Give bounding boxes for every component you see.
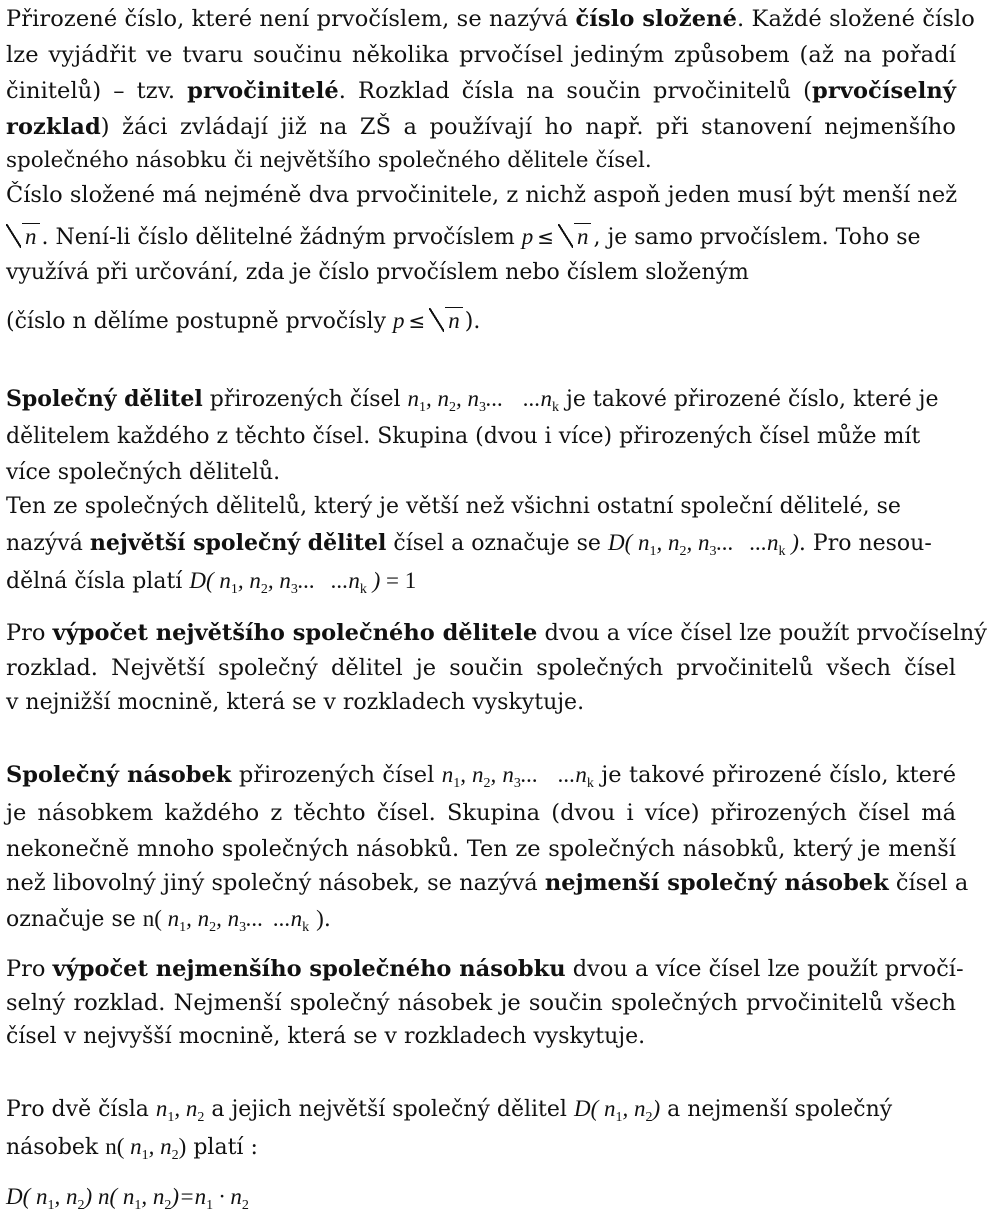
text: je takové přirozené číslo, které [593, 762, 957, 788]
p2-line-2 [6, 222, 921, 253]
p1-line-5: společného násobku či největšího společného dělitele čísel. [6, 148, 652, 173]
p1-line-2: lze vyjádřit ve tvaru součinu několika prvočísel jediným způsobem (až na pořadí [6, 42, 956, 68]
text: čísel a označuje se [386, 531, 608, 556]
term-nejmensi-spolecny-nasobek: nejmenší společný násobek [544, 870, 889, 896]
text: . Rozklad čísla na součin prvočinitelů ( [338, 78, 813, 104]
term-vypocet-nsd: výpočet největšího společného dělitele [52, 620, 538, 646]
text: a nejmenší společný [660, 1097, 893, 1122]
text: ). [464, 309, 481, 334]
formula-gcd-lcm [6, 1182, 249, 1221]
term-rozklad: rozklad [6, 114, 101, 140]
p2-line-4 [6, 306, 480, 337]
math-p: p [393, 308, 405, 333]
term-nejvetsi-spolecny-delitel: největší společný dělitel [89, 530, 387, 556]
p2-line-1: Číslo složené má nejméně dva prvočinitele, z nichž aspoň jeden musí být menší než [6, 182, 958, 208]
sqrt-n: n [429, 306, 463, 337]
p3-line-5 [6, 528, 932, 567]
p4-line-3: v nejnižší mocnině, která se v rozkladech vyskytuje. [6, 690, 585, 715]
p5-line-2: je násobkem každého z těchto čísel. Skupina (dvou i více) přirozených čísel má [6, 800, 956, 826]
text: Pro [6, 956, 53, 982]
sqrt-n: n [558, 222, 592, 253]
text: . [323, 907, 331, 932]
term-cislo-slozene: číslo složené [575, 6, 738, 32]
p1-line-4 [6, 112, 956, 142]
p5-line-3: nekonečně mnoho společných násobků. Ten ze společných násobků, který je menší [6, 836, 956, 862]
p1-line-3 [6, 76, 956, 106]
p3-line-2: dělitelem každého z těchto čísel. Skupina (dvou i více) přirozených čísel může mít [6, 424, 921, 449]
text: ) žáci zvládají již na ZŠ a používají ho např. při stanovení nejmenšího [100, 114, 956, 140]
p6-line-2: selný rozklad. Nejmenší společný násobek je součin společných prvočinitelů všech [6, 990, 956, 1016]
text: Přirozené číslo, které není prvočíslem, se nazývá [6, 6, 576, 32]
text: nazývá [6, 531, 90, 556]
term-spolecny-nasobek: Společný násobek [6, 762, 232, 788]
text: dvou a více čísel lze použít prvočíselný [537, 620, 987, 646]
text: = 1 [380, 568, 417, 593]
text: Pro [6, 620, 53, 646]
p1-line-1 [6, 4, 975, 34]
p3-line-3: více společných dělitelů. [6, 460, 281, 485]
math-n1-n2: $n_1$, $n_2$ [155, 1096, 205, 1125]
p7-line-1 [6, 1094, 892, 1133]
text: čísel a [888, 870, 969, 896]
p4-line-1 [6, 618, 987, 648]
p4-line-2: rozklad. Největší společný dělitel je součin společných prvočinitelů všech čísel [6, 655, 956, 681]
math-gcd: D( $n_1$, $n_2$, $n_3$... $...n_k$ ) [189, 568, 381, 597]
text: platí : [186, 1135, 258, 1160]
term-prvocinitele: prvočinitelé [187, 78, 339, 104]
p7-line-2: násobek n( $n_1$, $n_2$) platí : [6, 1134, 258, 1163]
text: (číslo n dělíme postupně prvočísly [6, 309, 393, 334]
text: přirozených čísel [202, 387, 408, 412]
text: přirozených čísel [231, 762, 442, 788]
leq-symbol: ≤ [537, 225, 554, 249]
text: je takové přirozené číslo, které je [559, 387, 939, 412]
p3-line-1 [6, 384, 939, 423]
math-n-list: $n_1$, $n_2$, $n_3$... $...n_k$ [407, 386, 560, 415]
sqrt-n: n [6, 222, 40, 253]
p5-line-5: označuje se n( $n_1$, $n_2$, $n_3$... $...n_k$ ). [6, 906, 331, 935]
text: a jejich největší společný dělitel [204, 1097, 574, 1122]
p3-line-4: Ten ze společných dělitelů, který je větší než všichni ostatní společní dělitelé, se [6, 494, 901, 519]
math-gcd-two: D( $n_1$, $n_2$) [573, 1096, 661, 1125]
term-prvociselny: prvočíselný [812, 78, 956, 104]
math-lcm: $n_1$, $n_2$, $n_3$... $...n_k$ [167, 906, 310, 935]
term-spolecny-delitel: Společný dělitel [6, 386, 203, 412]
math-lcm-two: $n_1$, $n_2$ [130, 1134, 179, 1163]
p6-line-1 [6, 954, 964, 984]
text: činitelů) – tzv. [6, 78, 188, 104]
text: dvou a více čísel lze použít prvočí- [565, 956, 964, 982]
p5-line-4 [6, 868, 969, 898]
math-n-list: $n_1$, $n_2$, $n_3$... $...n_k$ [441, 762, 594, 791]
text: násobek [6, 1135, 106, 1160]
text: . Každé složené číslo [737, 6, 975, 32]
text: . Pro nesou- [798, 531, 932, 556]
text: označuje se [6, 907, 143, 932]
p2-line-3: využívá při určování, zda je číslo prvočíslem nebo číslem složeným [6, 260, 749, 285]
text: Pro dvě čísla [6, 1097, 156, 1122]
math-gcd: D( $n_1$, $n_2$, $n_3$... $...n_k$ ) [607, 530, 799, 559]
p5-line-1 [6, 760, 956, 799]
text: než libovolný jiný společný násobek, se nazývá [6, 870, 545, 896]
p6-line-3: čísel v nejvyšší mocnině, která se v rozkladech vyskytuje. [6, 1024, 646, 1049]
text: . Není-li číslo dělitelné žádným prvočíslem [41, 225, 522, 250]
math-p: p [521, 224, 534, 249]
leq-symbol: ≤ [408, 309, 426, 333]
text: dělná čísla platí [6, 569, 190, 594]
p3-line-6 [6, 566, 416, 605]
text: , je samo prvočíslem. Toho se [593, 225, 921, 250]
math-final: D( $n_1$, $n_2$) n( $n_1$, $n_2)=n_1 \cdot n_2$ [6, 1184, 249, 1213]
term-vypocet-nsn: výpočet nejmenšího společného násobku [52, 956, 566, 982]
